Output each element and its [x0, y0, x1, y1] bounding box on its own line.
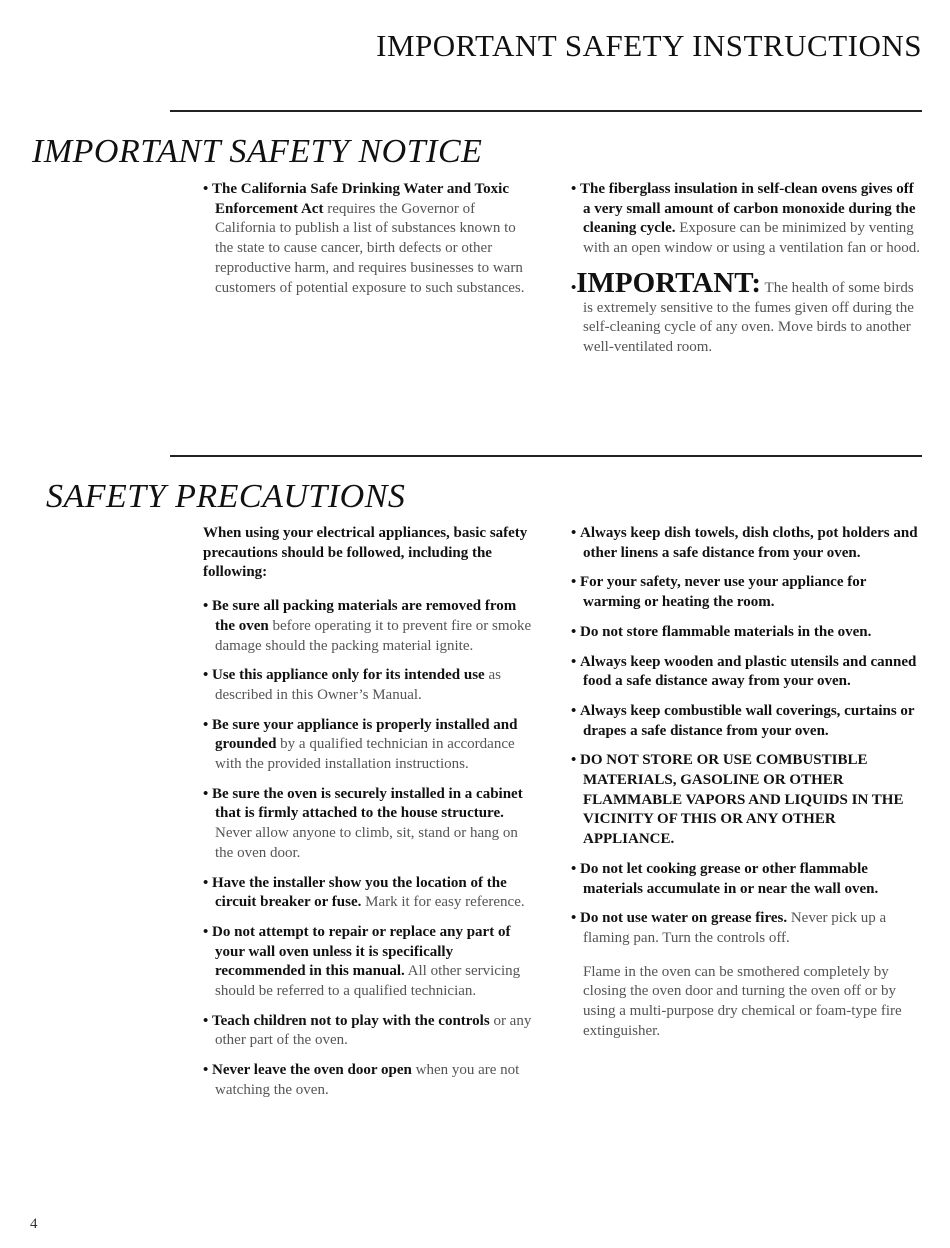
precaution-text: or any other part of the oven. — [215, 1012, 532, 1049]
precaution-bold: Never leave the oven door open — [212, 1062, 412, 1079]
notice-fiberglass-item: • The fiberglass insulation in self-clean ovens gives off a very small amount of carbon monoxide during the cleaning cycle. Exposure can be minimized by venting with an open window or using a ventilation fan or hood. — [571, 181, 921, 257]
precaution-item — [203, 666, 533, 705]
precaution-bold: Do not use water on grease fires. — [580, 910, 788, 927]
precaution-item — [203, 1061, 533, 1100]
bullet-glyph: • — [571, 910, 577, 927]
notice-fiberglass-text: Exposure can be minimized by venting with an open window or using a ventilation fan or hood. — [583, 220, 921, 257]
precautions-right-list — [571, 524, 921, 949]
bullet-glyph: • — [203, 785, 209, 802]
bullet-glyph: • — [571, 525, 577, 541]
precautions-right-column — [571, 524, 921, 1051]
precaution-bold: DO NOT STORE OR USE COMBUSTIBLE MATERIALS, GASOLINE OR OTHER FLAMMABLE VAPORS AND LIQUIDS IN THE VICINITY OF THIS OR ANY OTHER APPLIANCE. — [580, 752, 904, 848]
precaution-bold: Use this appliance only for its intended use — [212, 667, 485, 684]
precaution-bold: Always keep wooden and plastic utensils and canned food a safe distance away from your oven. — [580, 653, 917, 690]
precautions-intro: When using your electrical appliances, basic safety precautions should be followed, including the following: — [203, 525, 528, 581]
precaution-bold: Do not store flammable materials in the oven. — [580, 623, 872, 640]
precaution-text: All other servicing should be referred to a qualified technician. — [215, 963, 521, 1000]
precaution-item — [203, 785, 533, 864]
precaution-item — [571, 573, 921, 612]
bullet-glyph: • — [203, 598, 209, 615]
precaution-item — [571, 860, 921, 899]
precautions-left-list — [203, 597, 533, 1100]
top-rule — [170, 110, 922, 112]
important-label: IMPORTANT: — [576, 266, 762, 299]
notice-title: IMPORTANT SAFETY NOTICE — [32, 133, 483, 170]
precaution-item — [571, 702, 921, 741]
precaution-bold: Be sure your appliance is properly installed and grounded — [212, 716, 518, 753]
bullet-glyph: • — [571, 860, 577, 877]
precaution-bold: For your safety, never use your appliance for warming or heating the room. — [580, 574, 867, 611]
bullet-glyph: • — [571, 752, 577, 769]
bullet-glyph: • — [571, 702, 577, 719]
middle-rule — [170, 455, 922, 457]
notice-left-column — [203, 180, 533, 308]
bullet-glyph: • — [203, 667, 209, 684]
bullet-glyph: • — [571, 623, 577, 640]
precautions-title: SAFETY PRECAUTIONS — [46, 478, 406, 515]
precautions-left-column — [203, 524, 533, 1111]
page-number: 4 — [30, 1216, 38, 1232]
precaution-text: Never pick up a flaming pan. Turn the controls off. — [583, 910, 887, 946]
bullet-glyph: • — [571, 653, 577, 670]
bullet-glyph: • — [203, 923, 209, 940]
important-text: The health of some birds is extremely sensitive to the fumes given off during the self-cleaning cycle of any oven. Move birds to another well-ventilated room. — [583, 279, 914, 355]
notice-fiberglass-bold: The fiberglass insulation in self-clean ovens gives off a very small amount of carbon monoxide during the cleaning cycle. — [580, 181, 916, 237]
precaution-item — [571, 623, 921, 643]
precaution-text: by a qualified technician in accordance with the provided installation instructions. — [215, 736, 515, 773]
precaution-text: before operating it to prevent fire or smoke damage should the packing material ignite. — [215, 617, 532, 654]
precautions-closing: Flame in the oven can be smothered completely by closing the oven door and turning the oven off or by using a multi-purpose dry chemical or foam-type fire extinguisher. — [583, 963, 902, 1039]
notice-california-bold: The California Safe Drinking Water and Toxic Enforcement Act — [212, 181, 510, 217]
precaution-item — [203, 874, 533, 913]
notice-california-text: requires the Governor of California to publish a list of substances known to the state to cause cancer, birth defects or other reproductive harm, and requires businesses to warn customers of potential exposure to such substances. — [215, 200, 525, 296]
precaution-bold: Do not let cooking grease or other flammable materials accumulate in or near the wall oven. — [580, 860, 879, 897]
precaution-item — [203, 923, 533, 1002]
page-title: IMPORTANT SAFETY INSTRUCTIONS — [376, 28, 922, 63]
precaution-bold: Be sure all packing materials are removed from the oven — [212, 598, 517, 634]
precaution-item — [571, 909, 921, 948]
precaution-bold: Be sure the oven is securely installed in a cabinet that is firmly attached to the house structure. — [212, 785, 523, 822]
precaution-item — [203, 716, 533, 775]
precaution-item — [203, 597, 533, 656]
bullet-glyph: • — [203, 1062, 209, 1079]
precaution-item — [571, 653, 921, 692]
notice-right-column — [571, 180, 921, 368]
precaution-bold: Teach children not to play with the controls — [212, 1012, 490, 1029]
precaution-text: when you are not watching the oven. — [215, 1062, 520, 1098]
precaution-bold: Have the installer show you the location of the circuit breaker or fuse. — [212, 874, 507, 911]
notice-california-item: • The California Safe Drinking Water and Toxic Enforcement Act requires the Governor of California to publish a list of substances known to the state to cause cancer, birth defects or other reproductive harm, and requires businesses to warn customers of potential exposure to such substances. — [203, 181, 525, 296]
precaution-item — [571, 751, 921, 850]
precaution-bold: Always keep dish towels, dish cloths, pot holders and other linens a safe distance from your oven. — [580, 525, 918, 561]
bullet-glyph: • — [571, 574, 577, 591]
precaution-bold: Always keep combustible wall coverings, curtains or drapes a safe distance from your oven. — [580, 702, 915, 739]
bullet-glyph: • — [203, 874, 209, 891]
precaution-item — [571, 524, 921, 563]
bullet-glyph: • — [203, 1012, 209, 1029]
precaution-bold: Do not attempt to repair or replace any part of your wall oven unless it is specifically recommended in this manual. — [212, 923, 511, 980]
precaution-text: Mark it for easy reference. — [361, 894, 525, 911]
notice-important-item: •IMPORTANT: The health of some birds is extremely sensitive to the fumes given off during the self-cleaning cycle of any oven. Move birds to another well-ventilated room. — [571, 266, 914, 355]
bullet-glyph: • — [203, 716, 209, 733]
precaution-text: Never allow anyone to climb, sit, stand or hang on the oven door. — [215, 825, 518, 861]
precaution-item — [203, 1012, 533, 1051]
precaution-text: as described in this Owner’s Manual. — [215, 667, 501, 703]
